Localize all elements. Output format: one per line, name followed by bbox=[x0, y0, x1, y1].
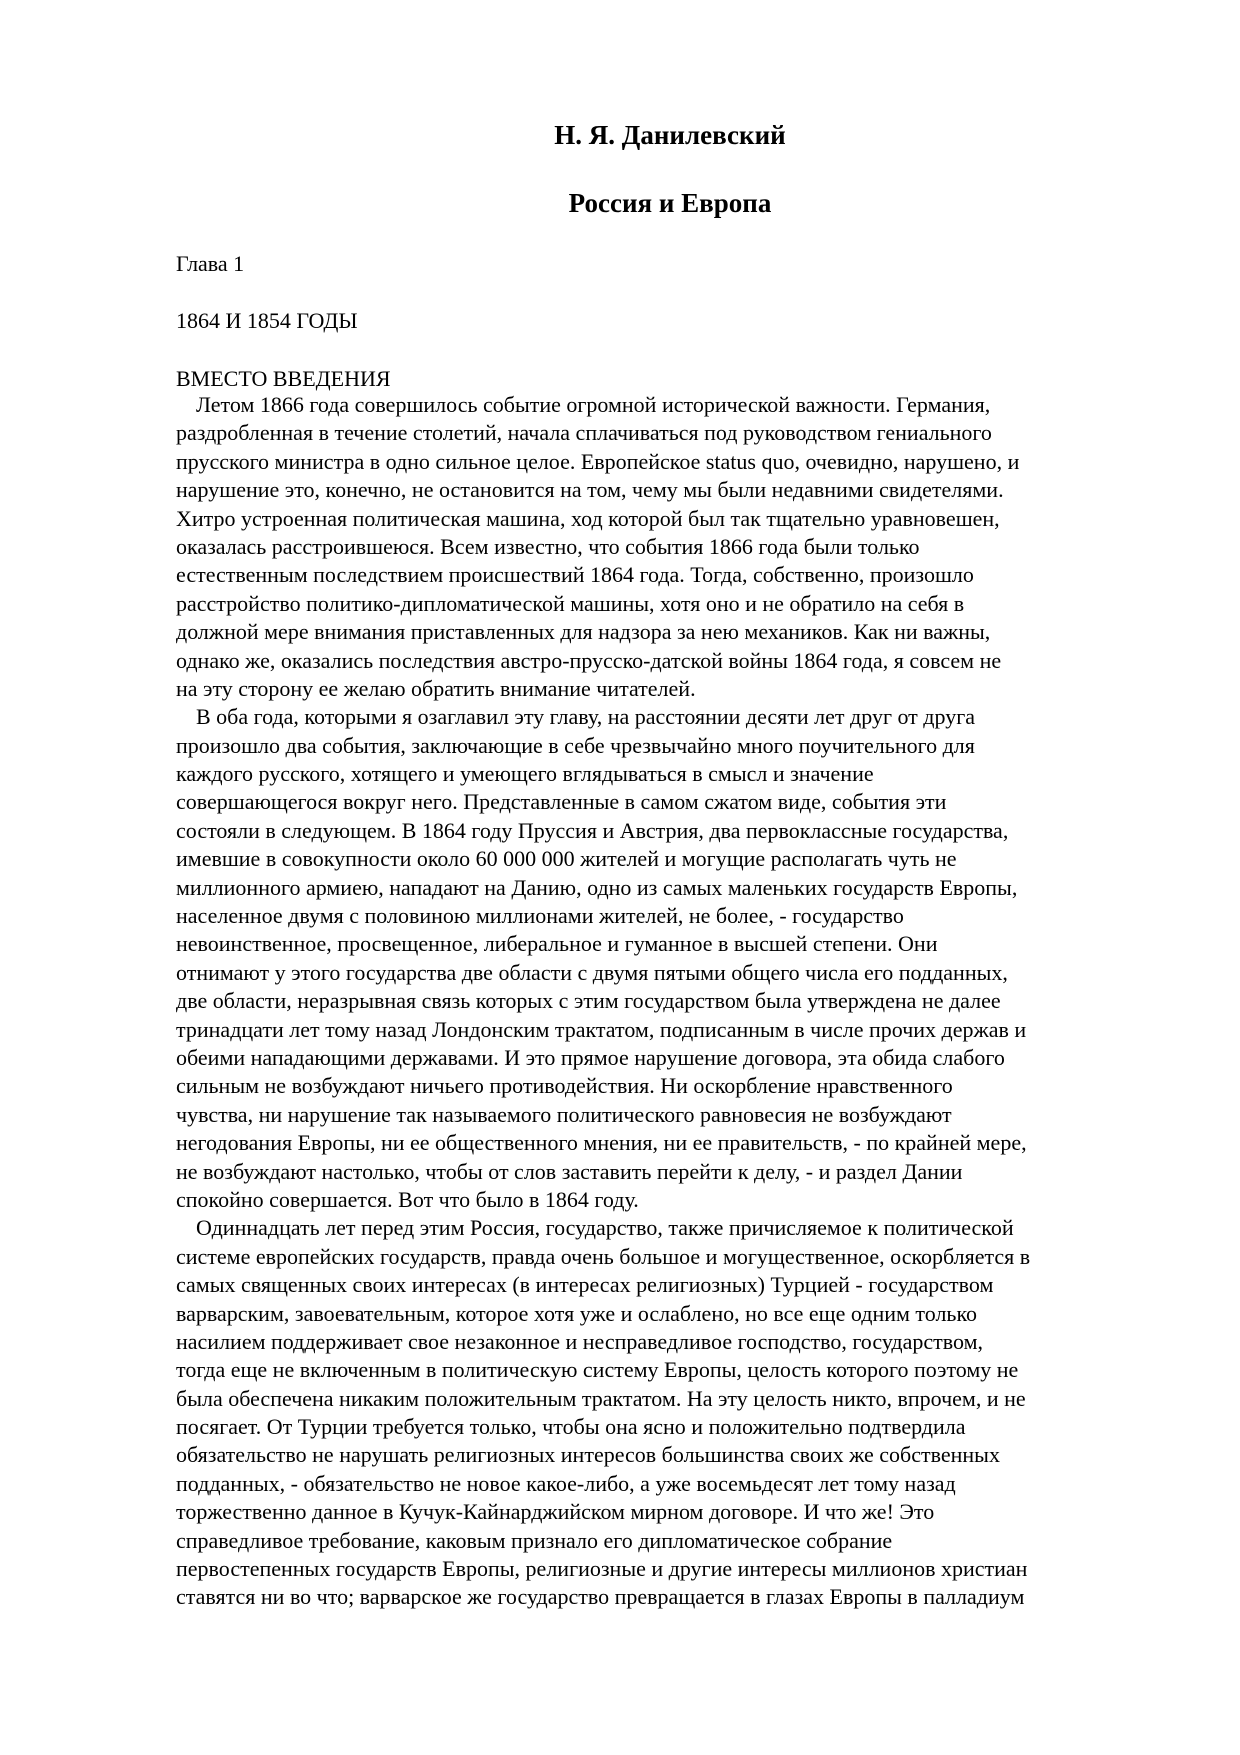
text-line: системе европейских государств, правда очень большое и могущественное, оскорбляется в bbox=[176, 1243, 1031, 1269]
text-line: негодования Европы, ни ее общественного мнения, ни ее правительств, - по крайней мере, bbox=[176, 1130, 1027, 1156]
text-line: Хитро устроенная политическая машина, ход которой был так тщательно уравновешен, bbox=[176, 505, 1000, 531]
text-line: расстройство политико-дипломатической машины, хотя оно и не обратило на себя в bbox=[176, 590, 965, 616]
text-line: населенное двумя с половиною миллионами жителей, не более, - государство bbox=[176, 903, 904, 929]
text-line: насилием поддерживает свое незаконное и несправедливое господство, государством, bbox=[176, 1328, 984, 1354]
text-line: справедливое требование, каковым признало его дипломатическое собрание bbox=[176, 1527, 893, 1553]
text-line: ставятся ни во что; варварское же государство превращается в глазах Европы в палладиум bbox=[176, 1584, 1025, 1610]
text-line: невоинственное, просвещенное, либеральное и гуманное в высшей степени. Они bbox=[176, 931, 938, 957]
text-line: тогда еще не включенным в политическую систему Европы, целость которого поэтому не bbox=[176, 1357, 1019, 1383]
text-line: Летом 1866 года совершилось событие огромной исторической важности. Германия, bbox=[196, 392, 991, 417]
body-text bbox=[176, 391, 1166, 1612]
text-line: оказалась расстроившеюся. Всем известно, что события 1866 года были только bbox=[176, 533, 920, 559]
text-line: прусского министра в одно сильное целое. Европейское status quo, очевидно, нарушено, и bbox=[176, 448, 1020, 474]
text-line: нарушение это, конечно, не остановится на том, чему мы были недавними свидетелями. bbox=[176, 477, 1004, 503]
text-line: была обеспечена никаким положительным трактатом. На эту целость никто, впрочем, и не bbox=[176, 1385, 1026, 1411]
text-line: миллионного армиею, нападают на Данию, одно из самых маленьких государств Европы, bbox=[176, 874, 1018, 900]
text-line: варварским, завоевательным, которое хотя уже и ослаблено, но все еще одним только bbox=[176, 1300, 978, 1326]
text-line: подданных, - обязательство не новое какое-либо, а уже восемьдесят лет тому назад bbox=[176, 1470, 956, 1496]
text-line: В оба года, которыми я озаглавил эту главу, на расстоянии десяти лет друг от друга bbox=[196, 704, 975, 730]
text-line: совершающегося вокруг него. Представленные в самом сжатом виде, события эти bbox=[176, 789, 947, 815]
text-line: каждого русского, хотящего и умеющего вглядываться в смысл и значение bbox=[176, 761, 874, 787]
chapter-label: Глава 1 bbox=[176, 251, 245, 276]
chapter-title: 1864 И 1854 ГОДЫ bbox=[176, 308, 358, 333]
text-line: произошло два события, заключающие в себе чрезвычайно много поучительного для bbox=[176, 732, 975, 758]
text-line: должной мере внимания приставленных для надзора за нею механиков. Как ни важны, bbox=[176, 619, 991, 645]
author-name: Н. Я. Данилевский bbox=[554, 120, 786, 150]
text-line: спокойно совершается. Вот что было в 1864 году. bbox=[176, 1186, 639, 1212]
text-line: не возбуждают настолько, чтобы от слов заставить перейти к делу, - и раздел Дании bbox=[176, 1158, 963, 1184]
text-line: имевшие в совокупности около 60 000 000 жителей и могущие располагать чуть не bbox=[176, 846, 957, 872]
text-line: раздробленная в течение столетий, начала сплачиваться под руководством гениального bbox=[176, 420, 992, 446]
text-line: однако же, оказались последствия австро-прусско-датской войны 1864 года, я совсем не bbox=[176, 647, 1002, 673]
text-line: обеими нападающими державами. И это прямое нарушение договора, эта обида слабого bbox=[176, 1044, 1005, 1070]
text-line: первостепенных государств Европы, религиозные и другие интересы миллионов христиан bbox=[176, 1556, 1028, 1582]
text-line: обязательство не нарушать религиозных интересов большинства своих же собственных bbox=[176, 1442, 1000, 1468]
text-line: торжественно данное в Кучук-Кайнарджийском мирном договоре. И что же! Это bbox=[176, 1499, 935, 1525]
text-line: на эту сторону ее желаю обратить внимание читателей. bbox=[176, 675, 696, 701]
text-line: Одиннадцать лет перед этим Россия, государство, также причисляемое к политической bbox=[196, 1215, 1014, 1241]
text-line: состояли в следующем. В 1864 году Пруссия и Австрия, два первоклассные государства, bbox=[176, 817, 1009, 843]
section-title: ВМЕСТО ВВЕДЕНИЯ bbox=[176, 366, 391, 391]
text-line: сильным не возбуждают ничьего противодействия. Ни оскорбление нравственного bbox=[176, 1073, 953, 1099]
text-line: тринадцати лет тому назад Лондонским трактатом, подписанным в числе прочих держав и bbox=[176, 1016, 1027, 1042]
text-line: самых священных своих интересах (в интересах религиозных) Турцией - государством bbox=[176, 1272, 994, 1298]
text-line: чувства, ни нарушение так называемого политического равновесия не возбуждают bbox=[176, 1101, 952, 1127]
text-line: отнимают у этого государства две области с двумя пятыми общего числа его подданных, bbox=[176, 959, 1008, 985]
text-line: посягает. От Турции требуется только, чтобы она ясно и положительно подтвердила bbox=[176, 1414, 966, 1440]
text-line: естественным последствием происшествий 1864 года. Тогда, собственно, произошло bbox=[176, 562, 974, 588]
book-title: Россия и Европа bbox=[568, 188, 772, 218]
text-line: две области, неразрывная связь которых с этим государством была утверждена не далее bbox=[176, 988, 1001, 1014]
